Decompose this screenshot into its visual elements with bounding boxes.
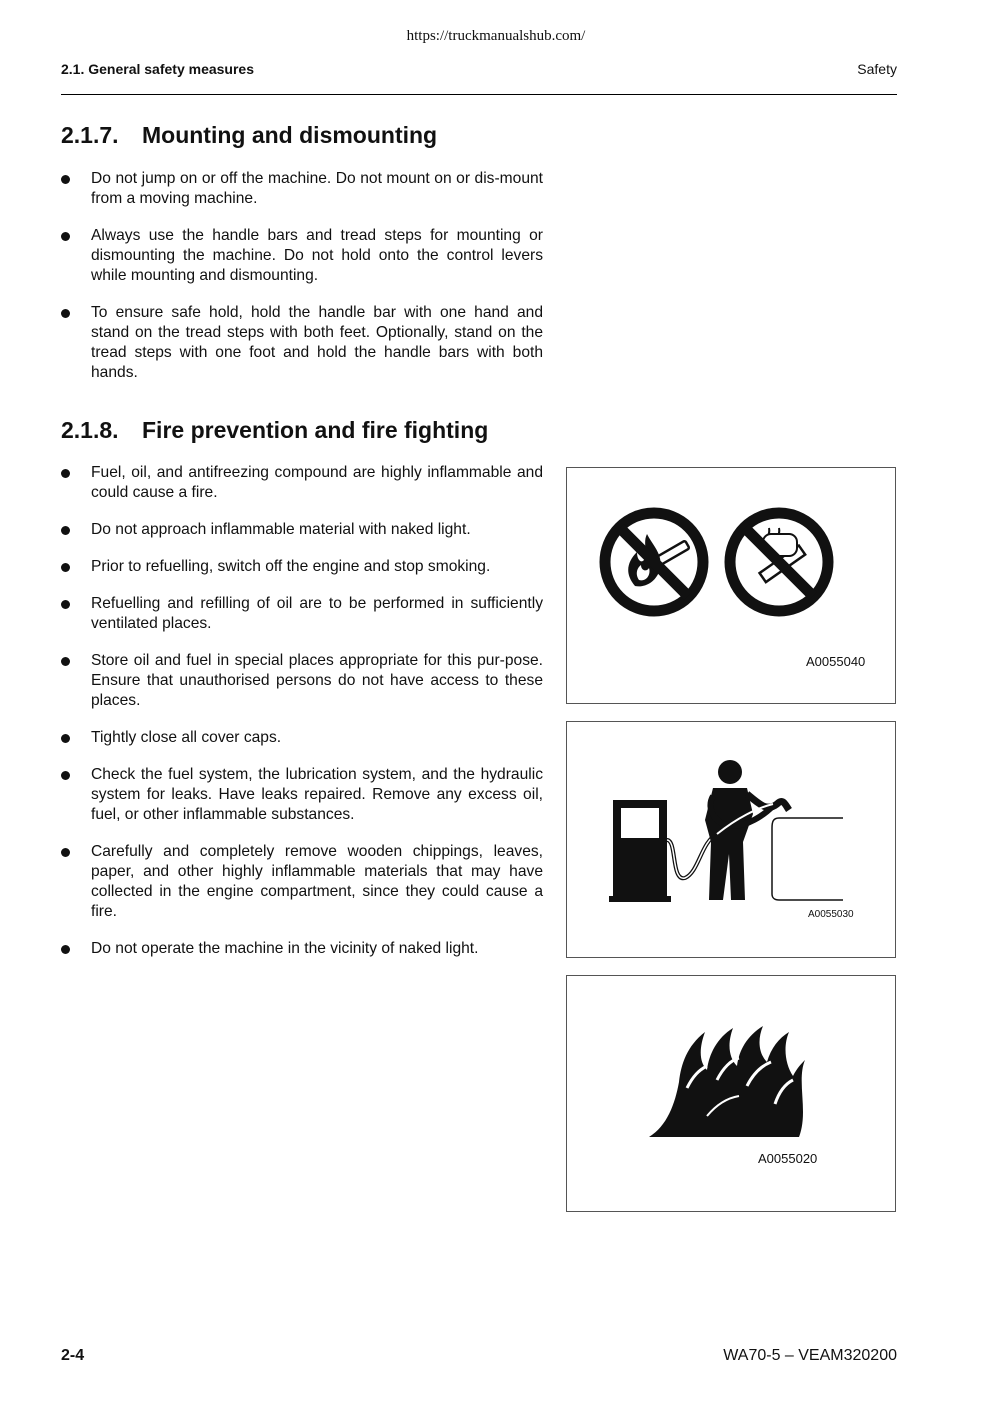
list-item: Prior to refuelling, switch off the engine and stop smoking. [61,557,543,577]
no-open-flame-icon [605,513,703,611]
list-item: Store oil and fuel in special places appropriate for this pur-pose. Ensure that unauthorised persons do not have access to these places. [61,651,543,711]
list-item: Check the fuel system, the lubrication system, and the hydraulic system for leaks. Have leaks repaired. Remove any excess oil, fuel, or other inflammable substances. [61,765,543,825]
section-title: Fire prevention and fire fighting [142,417,489,443]
bullet-icon [61,945,70,954]
bullet-icon [61,469,70,478]
list-item: Always use the handle bars and tread steps for mounting or dismounting the machine. Do not hold onto the control levers while mounting and dismounting. [61,226,543,286]
fuel-pump-icon [609,800,717,902]
list-item: Do not operate the machine in the vicinity of naked light. [61,939,543,959]
prohibition-signs-graphic [567,468,897,705]
list-item: Do not jump on or off the machine. Do not mount on or dis-mount from a moving machine. [61,169,543,209]
bullet-icon [61,526,70,535]
page-number: 2-4 [61,1347,85,1364]
refuelling-graphic [567,722,897,959]
section-heading-mounting [61,122,437,149]
mounting-bullet-list [61,169,543,400]
bullet-icon [61,734,70,743]
machine-tank-outline [772,818,843,900]
figure-code: A0055040 [806,654,866,669]
bullet-icon [61,771,70,780]
section-title: Mounting and dismounting [142,122,438,148]
document-id: WA70-5 – VEAM320200 [723,1347,897,1364]
list-item: Tightly close all cover caps. [61,728,543,748]
bullet-icon [61,309,70,318]
bullet-icon [61,657,70,666]
bullet-icon [61,175,70,184]
list-item: Fuel, oil, and antifreezing compound are highly inflammable and could cause a fire. [61,463,543,503]
person-refuelling-icon [705,760,789,900]
section-heading-fire [61,417,488,444]
header-rule [61,94,897,95]
section-number: 2.1.7. [61,122,119,148]
header-chapter: Safety [857,61,897,77]
figure-refuelling [566,721,896,958]
figure-code: A0055030 [808,909,854,920]
fire-icon [649,1026,805,1137]
list-item: Refuelling and refilling of oil are to be performed in sufficiently ventilated places. [61,594,543,634]
list-item: Do not approach inflammable material with naked light. [61,520,543,540]
fire-graphic [567,976,897,1213]
bullet-icon [61,232,70,241]
header-section: 2.1. General safety measures [61,61,255,77]
fire-bullet-list [61,463,543,976]
bullet-icon [61,600,70,609]
section-number: 2.1.8. [61,417,119,443]
list-item: Carefully and completely remove wooden chippings, leaves, paper, and other highly inflammable materials that may have collected in the engine compartment, since they could cause a fire. [61,842,543,922]
figure-code: A0055020 [758,1151,818,1166]
list-item: To ensure safe hold, hold the handle bar with one hand and stand on the tread steps with both feet. Optionally, stand on the tread steps with one foot and hold the handle bars with both hands. [61,303,543,383]
figure-no-fire-no-smoking [566,467,896,704]
no-smoking-icon [730,513,828,611]
bullet-icon [61,848,70,857]
figure-fire [566,975,896,1212]
bullet-icon [61,563,70,572]
source-url: https://truckmanualshub.com/ [406,28,586,44]
